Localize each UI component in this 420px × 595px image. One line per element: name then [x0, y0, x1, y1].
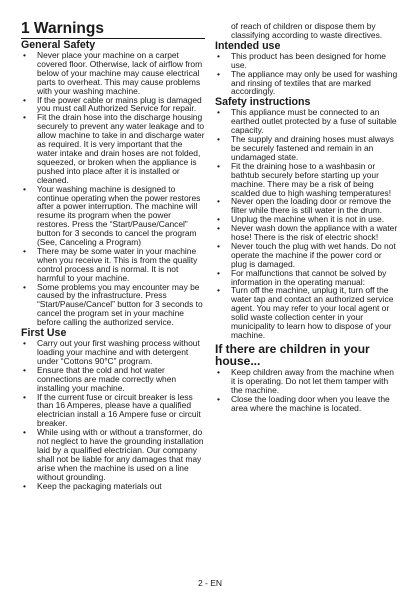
- list-item: • Ensure that the cold and hot water connections are made correctly when installing your machine.: [21, 366, 205, 393]
- list-item: • Fit the drain hose into the discharge housing securely to prevent any water leakage and to allow machine to take in and discharge water as required. It is very important that the water intake and drain hoses are not folded, squeezed, or broken when the appliance is pushed into place after it is installed or cleaned.: [21, 113, 205, 184]
- list-item: • Your washing machine is designed to continue operating when the power restores after a power interruption. The machine will resume its program when the power restores. Press the “Start/Pause/Cancel” button for 3 seconds to cancel the program (See, Canceling a Program): [21, 185, 205, 247]
- list-item: • Keep the packaging materials out: [21, 482, 205, 491]
- list-item: • There may be some water in your machine when you receive it. This is from the quality control process and is normal. It is not harmful to your machine.: [21, 247, 205, 283]
- list-item: • Fit the draining hose to a washbasin or bathtub securely before starting up your machine. There may be a risk of being scalded due to high washing temperatures!: [215, 162, 399, 198]
- safety-instructions-title: Safety instructions: [215, 96, 311, 109]
- list-item: • If the current fuse or circuit breaker is less than 16 Amperes, please have a qualified electrician install a 16 Ampere fuse or circuit breaker.: [21, 393, 205, 429]
- list-item: • Some problems you may encounter may be caused by the infrastructure. Press “Start/Pause/Cancel” button for 3 seconds to cancel the program set in your machine before calling the authorized service.: [21, 283, 205, 328]
- first-use-continuation: [215, 22, 399, 40]
- intended-use-title: Intended use: [215, 39, 281, 52]
- page-number: 2 - EN: [197, 578, 223, 588]
- left-column: [21, 20, 205, 491]
- list-item: • The appliance may only be used for washing and rinsing of textiles that are marked accordingly.: [215, 70, 399, 97]
- first-use-list: [21, 339, 205, 490]
- list-item: • This appliance must be connected to an earthed outlet protected by a fuse of suitable capacity.: [215, 108, 399, 135]
- chapter-title: 1 Warnings: [21, 20, 205, 39]
- list-item: • Turn off the machine, unplug it, turn off the water tap and contact an authorized service agent. You may refer to your local agent or solid waste collection center in your municipality to learn how to dispose of your machine.: [215, 286, 399, 339]
- right-column: [215, 22, 399, 412]
- general-safety-list: [21, 51, 205, 327]
- children-list: [215, 368, 399, 413]
- list-item: • Close the loading door when you leave the area where the machine is located.: [215, 395, 399, 413]
- list-item: • Never place your machine on a carpet covered floor. Otherwise, lack of airflow from below of your machine may cause electrical parts to overheat. This may cause problems with your washing machine.: [21, 51, 205, 96]
- list-item: • If the power cable or mains plug is damaged you must call Authorized Service for repair.: [21, 96, 205, 114]
- list-item: • For malfunctions that cannot be solved by information in the operating manual:: [215, 269, 399, 287]
- list-item-continuation: of reach of children or dispose them by classifying according to waste directives.: [231, 21, 383, 40]
- list-item: • Keep children away from the machine when it is operating. Do not let them tamper with the machine.: [215, 368, 399, 395]
- list-item: • While using with or without a transformer, do not neglect to have the grounding installation laid by a qualified electrician. Our company shall not be liable for any damages that may arise when the machine is used on a line without grounding.: [21, 428, 205, 481]
- intended-use-list: [215, 52, 399, 97]
- first-use-title: First Use: [21, 327, 67, 340]
- list-item: • This product has been designed for home use.: [215, 52, 399, 70]
- safety-instructions-list: [215, 108, 399, 340]
- list-item: • Never wash down the appliance with a water hose! There is the risk of electric shock!: [215, 224, 399, 242]
- list-item: • The supply and draining hoses must always be securely fastened and remain in an undamaged state.: [215, 135, 399, 162]
- list-item: • Never touch the plug with wet hands. Do not operate the machine if the power cord or plug is damaged.: [215, 242, 399, 269]
- children-title: If there are children in your house...: [215, 341, 370, 369]
- general-safety-title: General Safety: [21, 39, 96, 51]
- list-item: • Never open the loading door or remove the filter while there is still water in the drum.: [215, 197, 399, 215]
- list-item: • Unplug the machine when it is not in use.: [215, 215, 399, 224]
- list-item: • Carry out your first washing process without loading your machine and with detergent under “Cottons 90°C” program.: [21, 339, 205, 366]
